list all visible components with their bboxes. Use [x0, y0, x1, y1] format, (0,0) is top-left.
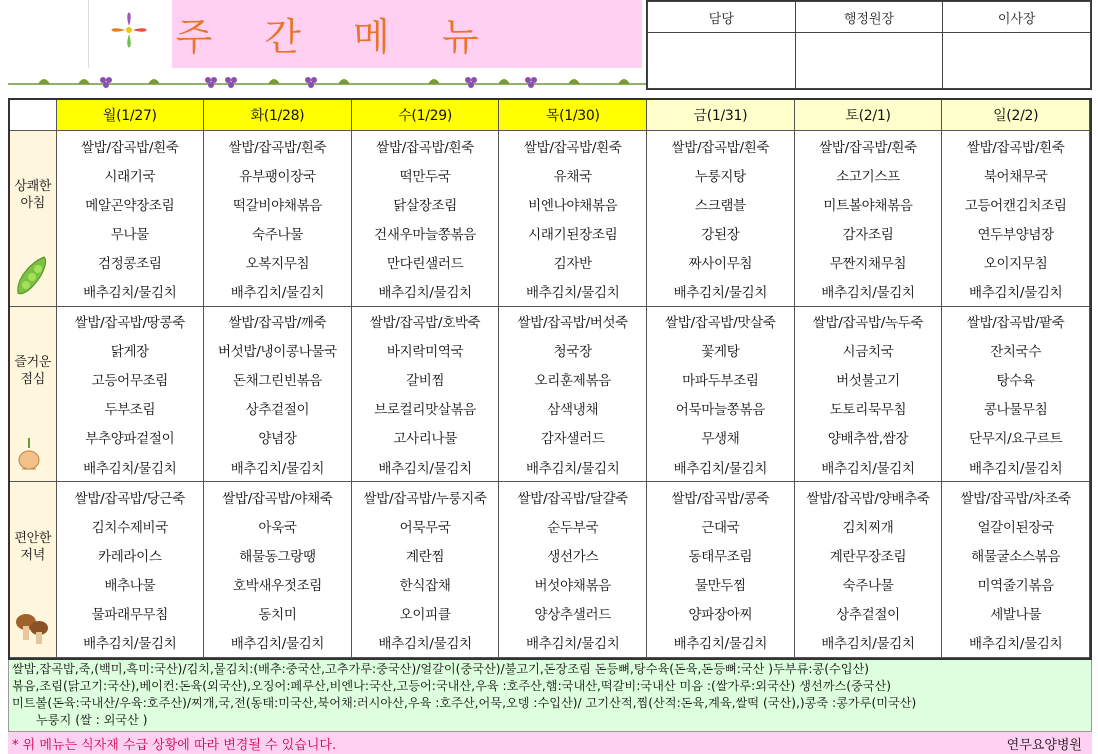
menu-item: 쌀밥/잡곡밥/깨죽	[204, 306, 352, 336]
change-notice: * 위 메뉴는 식자재 수급 상황에 따라 변경될 수 있습니다.	[12, 738, 337, 753]
menu-item: 어묵마늘쫑볶음	[647, 394, 795, 423]
menu-item: 카레라이스	[56, 541, 204, 570]
menu-item: 시금치국	[794, 336, 942, 365]
approval-header-manager: 담당	[648, 2, 796, 33]
mushroom-icon	[14, 608, 50, 653]
menu-item: 세발나물	[942, 599, 1090, 628]
menu-item: 강된장	[647, 218, 795, 247]
menu-item: 물파래무무침	[56, 599, 204, 628]
menu-item: 연두부양념장	[942, 218, 1090, 247]
meal-label-line: 저녁	[20, 547, 46, 563]
day-header: 수(1/29)	[351, 100, 499, 131]
menu-item: 떡만두국	[351, 160, 499, 189]
menu-item: 브로컬리맛살볶음	[351, 394, 499, 423]
menu-item: 고등어캔김치조림	[942, 189, 1090, 218]
menu-item: 배추김치/물김치	[204, 452, 352, 482]
day-header: 금(1/31)	[647, 100, 795, 131]
menu-item: 만다린샐러드	[351, 247, 499, 276]
menu-item: 무짠지채무침	[794, 247, 942, 276]
menu-item: 배추김치/물김치	[204, 276, 352, 306]
origin-line: 볶음,조림(닭고기:국산),베이컨:돈육(외국산),오징어:페루산,비엔나:국산,고등어:국내산,우육 :호주산,햄:국내산,떡갈비:국내산 미음 :(쌀가루:외국산) 생선까스(중국산)	[12, 679, 892, 693]
origin-line: 누룽지 (쌀 : 외국산 )	[36, 713, 148, 727]
menu-item: 쌀밥/잡곡밥/맛살죽	[647, 306, 795, 336]
day-header: 토(2/1)	[794, 100, 942, 131]
menu-item: 오복지무침	[204, 247, 352, 276]
menu-item: 청국장	[499, 336, 647, 365]
corner-cell	[10, 100, 56, 131]
menu-item: 순두부국	[499, 512, 647, 541]
hospital-logo	[88, 0, 172, 68]
menu-item: 숙주나물	[204, 218, 352, 247]
menu-item: 부추양파겉절이	[56, 423, 204, 452]
meal-label-line: 즐거운	[14, 354, 52, 370]
meal-label-lunch	[10, 306, 56, 482]
meal-label-line: 편안한	[14, 530, 52, 546]
meal-label-breakfast	[10, 131, 56, 307]
menu-item: 김치수제비국	[56, 512, 204, 541]
menu-item: 쌀밥/잡곡밥/달걀죽	[499, 482, 647, 512]
menu-item: 버섯불고기	[794, 365, 942, 394]
menu-item: 미트볼야채볶음	[794, 189, 942, 218]
approval-sign-chairman[interactable]	[943, 33, 1091, 89]
menu-item: 호박새우젓조림	[204, 570, 352, 599]
menu-item: 마파두부조림	[647, 365, 795, 394]
menu-item: 소고기스프	[794, 160, 942, 189]
approval-header-chairman: 이사장	[943, 2, 1091, 33]
menu-item: 쌀밥/잡곡밥/버섯죽	[499, 306, 647, 336]
menu-item: 쌀밥/잡곡밥/흰죽	[794, 131, 942, 161]
origin-line: 미트볼(돈육:국내산/우육:호주산)/찌개,국,전(동태:미국산,북어채:러시아산,우육 :호주산,어묵,오뎅 :수입산)/ 고기산적,찜(산적:돈육,계육,쌀떡 (국산),)콩죽 :콩가루(미국산)	[12, 696, 917, 710]
menu-item: 비엔나야채볶음	[499, 189, 647, 218]
menu-item: 배추김치/물김치	[942, 628, 1090, 658]
menu-item: 상추겉절이	[204, 394, 352, 423]
menu-item: 도토리묵무침	[794, 394, 942, 423]
menu-item: 배추나물	[56, 570, 204, 599]
menu-item: 배추김치/물김치	[56, 276, 204, 306]
menu-item: 쌀밥/잡곡밥/흰죽	[942, 131, 1090, 161]
menu-item: 배추김치/물김치	[647, 628, 795, 658]
day-header: 화(1/28)	[204, 100, 352, 131]
menu-item: 상추겉절이	[794, 599, 942, 628]
menu-item: 배추김치/물김치	[499, 452, 647, 482]
menu-item: 닭살장조림	[351, 189, 499, 218]
day-header: 목(1/30)	[499, 100, 647, 131]
menu-item: 단무지/요구르트	[942, 423, 1090, 452]
approval-sign-manager[interactable]	[648, 33, 796, 89]
menu-item: 한식잡채	[351, 570, 499, 599]
menu-item: 삼색냉채	[499, 394, 647, 423]
page-title: 주 간 메 뉴	[175, 15, 499, 59]
menu-item: 쌀밥/잡곡밥/차조죽	[942, 482, 1090, 512]
menu-item: 동치미	[204, 599, 352, 628]
origin-line: 쌀밥,잡곡밥,죽,(백미,흑미:국산)/김치,물김치:(배추:중국산,고추가루:중국산)/얼갈이(중국산)/불고기,돈장조림 돈등뼈,탕수육(돈육,돈등뼈:국산 )두부류:콩(수입산)	[12, 662, 870, 676]
menu-item: 배추김치/물김치	[499, 276, 647, 306]
menu-item: 쌀밥/잡곡밥/호박죽	[351, 306, 499, 336]
menu-item: 물만두찜	[647, 570, 795, 599]
menu-item: 배추김치/물김치	[351, 276, 499, 306]
menu-item: 배추김치/물김치	[794, 452, 942, 482]
weekly-menu-table	[8, 98, 1092, 660]
menu-item: 버섯야채볶음	[499, 570, 647, 599]
menu-item: 콩나물무침	[942, 394, 1090, 423]
menu-item: 생선가스	[499, 541, 647, 570]
menu-item: 쌀밥/잡곡밥/흰죽	[204, 131, 352, 161]
menu-item: 탕수육	[942, 365, 1090, 394]
menu-item: 배추김치/물김치	[56, 452, 204, 482]
menu-item: 쌀밥/잡곡밥/누룽지죽	[351, 482, 499, 512]
menu-item: 잔치국수	[942, 336, 1090, 365]
menu-item: 시래기국	[56, 160, 204, 189]
menu-item: 어묵무국	[351, 512, 499, 541]
menu-item: 짜사이무침	[647, 247, 795, 276]
menu-item: 쌀밥/잡곡밥/흰죽	[351, 131, 499, 161]
menu-item: 두부조림	[56, 394, 204, 423]
menu-item: 검정콩조림	[56, 247, 204, 276]
menu-item: 감자샐러드	[499, 423, 647, 452]
menu-item: 배추김치/물김치	[351, 452, 499, 482]
menu-item: 양상추샐러드	[499, 599, 647, 628]
menu-item: 떡갈비야채볶음	[204, 189, 352, 218]
menu-item: 쌀밥/잡곡밥/땅콩죽	[56, 306, 204, 336]
menu-item: 양념장	[204, 423, 352, 452]
menu-item: 배추김치/물김치	[499, 628, 647, 658]
menu-item: 꽃게탕	[647, 336, 795, 365]
meal-label-line: 상쾌한	[14, 179, 52, 195]
menu-item: 쌀밥/잡곡밥/녹두죽	[794, 306, 942, 336]
menu-item: 돈채그린빈볶음	[204, 365, 352, 394]
peapod-icon	[14, 253, 52, 302]
menu-item: 유채국	[499, 160, 647, 189]
menu-item: 누룽지탕	[647, 160, 795, 189]
menu-item: 쌀밥/잡곡밥/흰죽	[499, 131, 647, 161]
menu-item: 얼갈이된장국	[942, 512, 1090, 541]
menu-item: 북어채무국	[942, 160, 1090, 189]
menu-item: 건새우마늘쫑볶음	[351, 218, 499, 247]
menu-item: 계란무장조림	[794, 541, 942, 570]
menu-item: 오이지무침	[942, 247, 1090, 276]
menu-item: 쌀밥/잡곡밥/양배추죽	[794, 482, 942, 512]
menu-item: 스크램블	[647, 189, 795, 218]
menu-item: 배추김치/물김치	[794, 276, 942, 306]
menu-item: 시래기된장조림	[499, 218, 647, 247]
menu-item: 동태무조림	[647, 541, 795, 570]
menu-item: 해물굴소스볶음	[942, 541, 1090, 570]
menu-item: 김치찌개	[794, 512, 942, 541]
menu-item: 배추김치/물김치	[204, 628, 352, 658]
menu-item: 쌀밥/잡곡밥/흰죽	[56, 131, 204, 161]
menu-item: 갈비찜	[351, 365, 499, 394]
menu-item: 배추김치/물김치	[647, 276, 795, 306]
menu-item: 배추김치/물김치	[942, 276, 1090, 306]
grape-vine-decoration	[8, 68, 648, 94]
menu-item: 무생채	[647, 423, 795, 452]
day-header: 일(2/2)	[942, 100, 1090, 131]
menu-item: 해물동그랑땡	[204, 541, 352, 570]
menu-item: 바지락미역국	[351, 336, 499, 365]
menu-item: 김자반	[499, 247, 647, 276]
onion-icon	[14, 436, 44, 477]
menu-item: 계란찜	[351, 541, 499, 570]
ingredient-origin-notes	[8, 660, 1092, 732]
meal-label-dinner	[10, 482, 56, 658]
footer-bar	[8, 732, 1092, 754]
menu-item: 배추김치/물김치	[647, 452, 795, 482]
menu-item: 쌀밥/잡곡밥/흰죽	[647, 131, 795, 161]
menu-item: 유부팽이장국	[204, 160, 352, 189]
menu-item: 아욱국	[204, 512, 352, 541]
approval-header-admin: 행정원장	[795, 2, 943, 33]
menu-item: 쌀밥/잡곡밥/당근죽	[56, 482, 204, 512]
menu-item: 숙주나물	[794, 570, 942, 599]
menu-item: 쌀밥/잡곡밥/팥죽	[942, 306, 1090, 336]
menu-item: 고등어무조림	[56, 365, 204, 394]
menu-item: 버섯밥/냉이콩나물국	[204, 336, 352, 365]
approval-sign-admin[interactable]	[795, 33, 943, 89]
menu-item: 배추김치/물김치	[351, 628, 499, 658]
menu-item: 감자조림	[794, 218, 942, 247]
menu-item: 오이피클	[351, 599, 499, 628]
menu-item: 양배추쌈,쌈장	[794, 423, 942, 452]
meal-label-line: 아침	[20, 196, 46, 212]
menu-item: 닭게장	[56, 336, 204, 365]
meal-label-line: 점심	[20, 371, 46, 387]
menu-item: 양파장아찌	[647, 599, 795, 628]
menu-item: 쌀밥/잡곡밥/콩죽	[647, 482, 795, 512]
menu-item: 오리훈제볶음	[499, 365, 647, 394]
day-header: 월(1/27)	[56, 100, 204, 131]
menu-item: 배추김치/물김치	[942, 452, 1090, 482]
approval-signature-table	[646, 0, 1092, 90]
menu-item: 고사리나물	[351, 423, 499, 452]
hospital-name: 연무요양병원	[1006, 738, 1082, 753]
menu-item: 근대국	[647, 512, 795, 541]
menu-item: 배추김치/물김치	[56, 628, 204, 658]
menu-item: 무나물	[56, 218, 204, 247]
menu-item: 미역줄기볶음	[942, 570, 1090, 599]
menu-item: 쌀밥/잡곡밥/야채죽	[204, 482, 352, 512]
menu-item: 메알곤약장조림	[56, 189, 204, 218]
menu-item: 배추김치/물김치	[794, 628, 942, 658]
